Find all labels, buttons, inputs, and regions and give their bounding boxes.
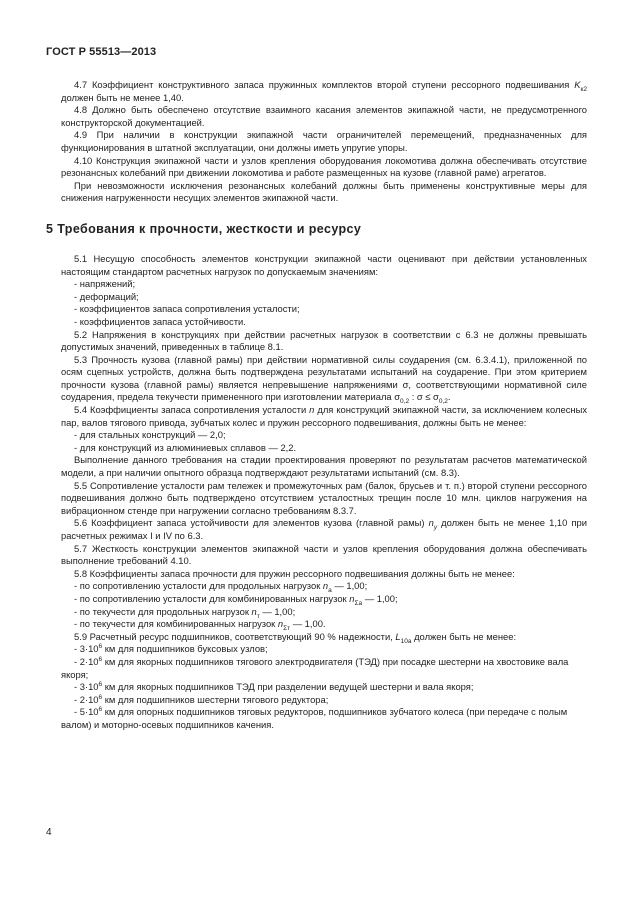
paragraph-p5-2: 5.2 Напряжения в конструкциях при действии расчетных нагрузок в соответствии с 6.3 не должны превышать допустимых значений, приведенных в таблице 8.1. xyxy=(61,328,587,353)
list-item-li1: - напряжений; xyxy=(74,278,136,290)
list-item-li4: - коэффициентов запаса устойчивости. xyxy=(74,315,246,327)
list-item-li7: - по сопротивлению усталости для продольных нагрузок $n_а$ — 1,00; xyxy=(74,580,368,595)
paragraph-p5-8: 5.8 Коэффициенты запаса прочности для пружин рессорного подвешивания должны быть не менее: xyxy=(74,567,515,579)
section-title: 5 Требования к прочности, жесткости и ресурсу xyxy=(46,221,362,236)
list-item-li13: - $3\cdot 10^6$ км для якорных подшипников ТЭД при разделении ведущей шестерни и вала якоря; xyxy=(74,681,474,693)
paragraph-p5-1: 5.1 Несущую способность элементов конструкции экипажной части оценивают при действии установленных настоящим стандартом расчетных нагрузок по допускаемым значениям: xyxy=(61,252,587,277)
list-item-li14: - $2\cdot 10^6$ км для подшипников шестерни тягового редуктора; xyxy=(74,693,329,705)
paragraph-p5-9: 5.9 Расчетный ресурс подшипников, соответствующий 90 % надежности, $L_{10а}$ должен быть не менее: xyxy=(74,630,517,645)
paragraph-p5-6: 5.6 Коэффициент запаса устойчивости для элементов кузова (главной рамы) $n_y$ должен быть не менее 1,10 при расчетных режимах I и IV по 6.3. xyxy=(61,517,587,541)
paragraph-p5-4b: Выполнение данного требования на стадии проектирования проверяют по результатам расчетов математической модели, а при наличии опытного образца подтверждают результатами испытаний (см. 8.3). xyxy=(61,454,587,479)
paragraph-p4-10: 4.10 Конструкция экипажной части и узлов крепления оборудования локомотива должна обеспечивать отсутствие резонансных колебаний при движении локомотива и работе размещенных на кузове (главной раме) агрегатов. xyxy=(61,154,587,179)
list-item-li6: - для конструкций из алюминиевых сплавов — 2,2. xyxy=(74,441,297,453)
paragraph-p5-3: 5.3 Прочность кузова (главной рамы) при действии нормативной силы соударения (см. 6.3.4.1), приложенной по осям сцепных устройств, должна быть подтверждена результатами испытаний на соударение. При этом критерием прочности кузова (главной рамы) является непревышение напряжениями σ, соответствующими нормативной силе соударения, предела текучести примененного при изготовлении материала $\sigma_{0,2}$ : $\sigma \le \sigma_{0,2}$. xyxy=(61,353,587,406)
section-5-body xyxy=(61,253,587,732)
paragraph-p4-10b: При невозможности исключения резонансных колебаний должны быть применены конструктивные меры для снижения нагруженности несущих элементов экипажной части. xyxy=(61,179,587,204)
page-number: 4 xyxy=(46,827,52,838)
paragraph-p5-5: 5.5 Сопротивление усталости рам тележек и промежуточных рам (балок, брусьев и т. п.) второй ступени рессорного подвешивания должно быть подтверждено отсутствием усталостных трещин после 10 млн. циклов нагружения на вибрационном стенде при нагружении согласно требованиям 8.3.7. xyxy=(61,479,587,516)
list-item-li2: - деформаций; xyxy=(74,290,139,302)
document-body xyxy=(46,79,588,732)
list-item-li12: - $2\cdot 10^6$ км для якорных подшипников тягового электродвигателя (ТЭД) при посадке шестерни на хвостовике вала якоря; xyxy=(61,655,569,680)
list-item-li10: - по текучести для комбинированных нагрузок $n_{\Sigma т}$ — 1,00. xyxy=(74,618,326,633)
paragraph-p4-7: 4.7 Коэффициент конструктивного запаса пружинных комплектов второй ступени рессорного подвешивания $K_{к2}$ должен быть не менее 1,40. xyxy=(61,79,587,103)
paragraph-p4-8: 4.8 Должно быть обеспечено отсутствие взаимного касания элементов экипажной части, не предусмотренного конструкторской документацией. xyxy=(61,104,587,128)
list-item-li11: - $3\cdot 10^6$ км для подшипников буксовых узлов; xyxy=(74,643,268,655)
list-item-li9: - по текучести для продольных нагрузок $n_т$ — 1,00; xyxy=(74,605,296,620)
list-item-li5: - для стальных конструкций — 2,0; xyxy=(74,429,226,441)
list-item-li8: - по сопротивлению усталости для комбинированных нагрузок $n_{\Sigma а}$ — 1,00; xyxy=(74,592,398,607)
clause-4-continuation xyxy=(61,79,587,205)
list-item-li15: - $5\cdot 10^6$ км для опорных подшипников тяговых редукторов, подшипников зубчатого колеса (при передаче с полым валом) и моторно-осевых подшипников качения. xyxy=(61,706,568,730)
document-header: ГОСТ Р 55513—2013 xyxy=(46,46,157,58)
paragraph-p5-7: 5.7 Жесткость конструкции элементов экипажной части и узлов крепления оборудования должна обеспечивать выполнение требований 4.10. xyxy=(61,542,587,567)
list-item-li3: - коэффициентов запаса сопротивления усталости; xyxy=(74,303,300,315)
paragraph-p5-4: 5.4 Коэффициенты запаса сопротивления усталости n для конструкций экипажной части, за исключением колесных пар, валов тягового привода, зубчатых колес и пружин рессорного подвешивания, должны быть не менее: xyxy=(61,404,588,428)
paragraph-p4-9: 4.9 При наличии в конструкции экипажной части ограничителей перемещений, предназначенных для функционирования в штатной эксплуатации, они должны иметь упругие упоры. xyxy=(61,129,587,153)
